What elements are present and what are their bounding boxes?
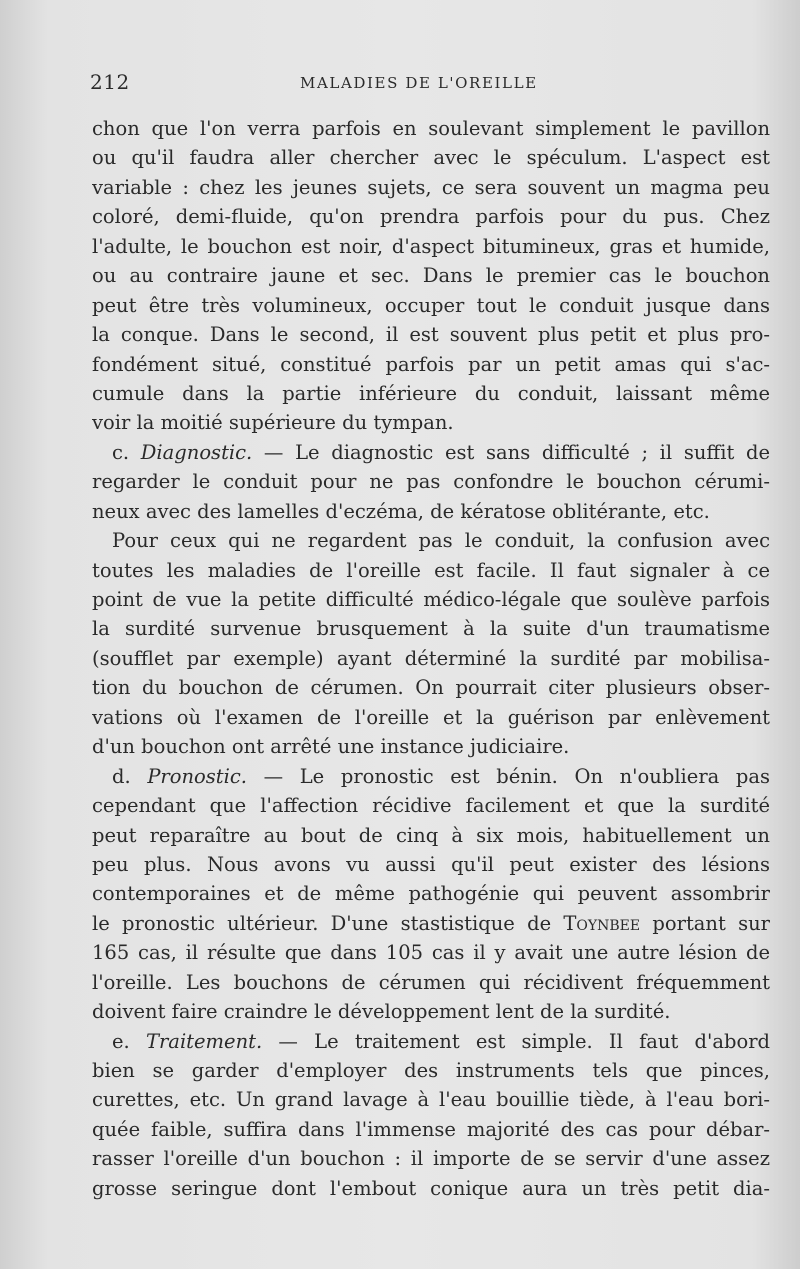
text-line: doivent faire craindre le développement lent de la surdité.: [92, 1000, 671, 1024]
section-title: Diagnostic.: [140, 440, 253, 464]
text-fragment: portant sur: [652, 911, 770, 935]
text-line: curettes, etc. Un grand lavage à l'eau bouillie tiède, à l'eau bori-: [92, 1088, 770, 1112]
text-line: l'oreille. Les bouchons de cérumen qui récidivent fréquemment: [92, 970, 770, 994]
text-line: cependant que l'affection récidive facilement et que la surdité: [92, 794, 770, 818]
text-line: regarder le conduit pour ne pas confondre le bouchon cérumi-: [92, 470, 770, 494]
text-line: tion du bouchon de cérumen. On pourrait citer plusieurs obser-: [92, 676, 770, 700]
text-line: peu plus. Nous avons vu aussi qu'il peut exister des lésions: [92, 852, 770, 876]
section-text: — Le diagnostic est sans difficulté ; il suffit de: [263, 440, 770, 464]
text-line: coloré, demi-fluide, qu'on prendra parfois pour du pus. Chez: [92, 205, 770, 229]
text-line: Pour ceux qui ne regardent pas le conduit, la confusion avec: [112, 529, 770, 553]
section-traitement-heading: [92, 1027, 770, 1056]
text-line: (soufflet par exemple) ayant déterminé la surdité par mobilisa-: [92, 646, 770, 670]
section-label: d.: [112, 764, 131, 788]
section-text: — Le pronostic est bénin. On n'oubliera pas: [263, 764, 770, 788]
text-fragment: le pronostic ultérieur. D'une stastistique de: [92, 911, 552, 935]
text-line: neux avec des lamelles d'eczéma, de kératose oblitérante, etc.: [92, 499, 710, 523]
text-line: contemporaines et de même pathogénie qui peuvent assombrir: [92, 882, 770, 906]
text-line: la surdité survenue brusquement à la suite d'un traumatisme: [92, 617, 770, 641]
section-title: Traitement.: [145, 1029, 263, 1053]
text-line: peut reparaître au bout de cinq à six mois, habituellement un: [92, 823, 770, 847]
page-number: 212: [90, 70, 130, 94]
text-line: 165 cas, il résulte que dans 105 cas il y avait une autre lésion de: [92, 941, 770, 965]
text-line: bien se garder d'employer des instruments tels que pinces,: [92, 1059, 770, 1082]
author-name: Toynbee: [563, 911, 641, 935]
text-line: grosse seringue dont l'embout conique aura un très petit dia-: [92, 1176, 770, 1200]
text-line: d'un bouchon ont arrêté une instance judiciaire.: [92, 735, 570, 759]
text-line: rasser l'oreille d'un bouchon : il importe de se servir d'une assez: [92, 1147, 770, 1171]
text-line: cumule dans la partie inférieure du conduit, laissant même: [92, 381, 770, 405]
text-line: la conque. Dans le second, il est souvent plus petit et plus pro-: [92, 323, 770, 347]
section-label: c.: [112, 440, 130, 464]
text-line: ou qu'il faudra aller chercher avec le spéculum. L'aspect est: [92, 146, 770, 170]
text-line-toynbee: [92, 909, 770, 938]
page-header: [90, 70, 710, 100]
text-line: voir la moitié supérieure du tympan.: [92, 411, 454, 435]
text-line: variable : chez les jeunes sujets, ce sera souvent un magma peu: [92, 175, 770, 199]
text-line: peut être très volumineux, occuper tout le conduit jusque dans: [92, 293, 770, 317]
section-title: Pronostic.: [147, 764, 247, 788]
text-line: quée faible, suffira dans l'immense majorité des cas pour débar-: [92, 1117, 770, 1141]
text-line: point de vue la petite difficulté médico-légale que soulève parfois: [92, 588, 770, 611]
body-text: [92, 114, 770, 1203]
section-text: — Le traitement est simple. Il faut d'abord: [278, 1029, 770, 1053]
text-line: vations où l'examen de l'oreille et la guérison par enlèvement: [92, 705, 770, 729]
running-head: MALADIES DE L'OREILLE: [300, 74, 538, 92]
text-line: l'adulte, le bouchon est noir, d'aspect bitumineux, gras et humide,: [92, 234, 770, 258]
section-label: e.: [112, 1029, 130, 1053]
text-line: fondément situé, constitué parfois par un petit amas qui s'ac-: [92, 352, 770, 376]
text-line: ou au contraire jaune et sec. Dans le premier cas le bouchon: [92, 264, 770, 288]
text-line: chon que l'on verra parfois en soulevant simplement le pavillon: [92, 117, 770, 140]
section-diagnostic-heading: [92, 438, 770, 467]
section-pronostic-heading: [92, 762, 770, 791]
text-line: toutes les maladies de l'oreille est facile. Il faut signaler à ce: [92, 558, 770, 582]
